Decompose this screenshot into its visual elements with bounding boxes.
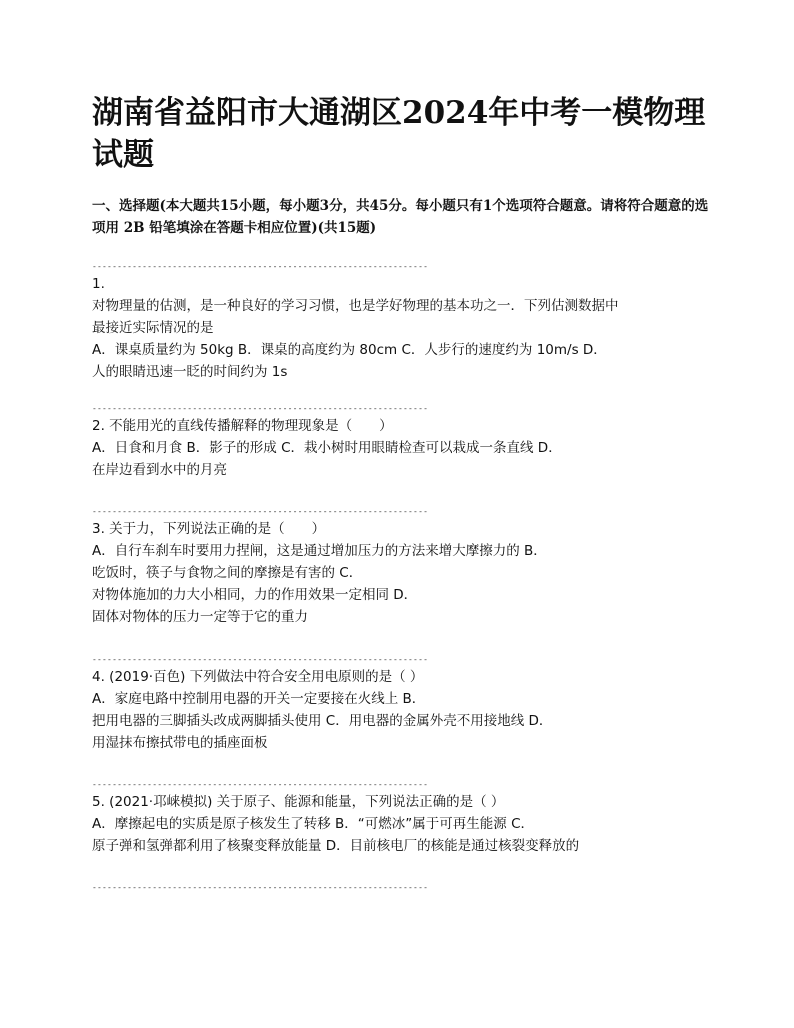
question-stem: 2. 不能用光的直线传播解释的物理现象是（ ） bbox=[92, 418, 393, 434]
question-separator: ------------------------------------------------------------------- bbox=[92, 780, 429, 789]
question-options: 人的眼睛迅速一眨的时间约为 1s bbox=[92, 364, 288, 380]
question-options: A．家庭电路中控制用电器的开关一定要接在火线上 B． bbox=[92, 691, 426, 707]
page-title: 湖南省益阳市大通湖区2024年中考一模物理试题 bbox=[92, 95, 706, 173]
question-separator: ------------------------------------------------------------------- bbox=[92, 404, 429, 413]
question-1 bbox=[92, 261, 712, 383]
question-options: 固体对物体的压力一定等于它的重力 bbox=[92, 609, 308, 625]
question-options: A．日食和月食 B．影子的形成 C．栽小树时用眼睛检查可以栽成一条直线 D． bbox=[92, 440, 562, 456]
question-5 bbox=[92, 779, 712, 857]
question-separator: ------------------------------------------------------------------- bbox=[92, 262, 429, 271]
question-stem: 对物理量的估测，是一种良好的学习习惯，也是学好物理的基本功之一．下列估测数据中 bbox=[92, 298, 619, 314]
question-stem: 5. (2021·邛崃模拟) 关于原子、能源和能量，下列说法正确的是（ ） bbox=[92, 794, 505, 810]
question-options: 在岸边看到水中的月亮 bbox=[92, 462, 227, 478]
question-stem: 最接近实际情况的是 bbox=[92, 320, 214, 336]
question-stem: 3. 关于力，下列说法正确的是（ ） bbox=[92, 521, 326, 537]
question-4 bbox=[92, 654, 712, 754]
question-options: A．课桌质量约为 50kg B．课桌的高度约为 80cm C．人步行的速度约为 10m/s D． bbox=[92, 342, 607, 358]
question-options: A．自行车刹车时要用力捏闸，这是通过增加压力的方法来增大摩擦力的 B． bbox=[92, 543, 547, 559]
question-2 bbox=[92, 403, 712, 481]
question-3 bbox=[92, 506, 712, 628]
question-options: A．摩擦起电的实质是原子核发生了转移 B．“可燃冰”属于可再生能源 C． bbox=[92, 816, 534, 832]
section-heading: 一、选择题(本大题共15小题，每小题3分，共45分。每小题只有1个选项符合题意。请将符合题意的选项用 2B 铅笔填涂在答题卡相应位置)(共15题) bbox=[92, 198, 709, 236]
question-separator: ------------------------------------------------------------------- bbox=[92, 883, 429, 892]
question-options: 原子弹和氢弹都利用了核聚变释放能量 D．目前核电厂的核能是通过核裂变释放的 bbox=[92, 838, 580, 854]
question-options: 对物体施加的力大小相同，力的作用效果一定相同 D． bbox=[92, 587, 418, 603]
question-stem: 4. (2019·百色) 下列做法中符合安全用电原则的是（ ） bbox=[92, 669, 424, 685]
question-number: 1. bbox=[92, 276, 105, 292]
question-options: 吃饭时，筷子与食物之间的摩擦是有害的 C． bbox=[92, 565, 363, 581]
question-options: 把用电器的三脚插头改成两脚插头使用 C．用电器的金属外壳不用接地线 D． bbox=[92, 713, 553, 729]
question-options: 用湿抹布擦拭带电的插座面板 bbox=[92, 735, 268, 751]
question-separator: ------------------------------------------------------------------- bbox=[92, 507, 429, 516]
question-separator: ------------------------------------------------------------------- bbox=[92, 655, 429, 664]
